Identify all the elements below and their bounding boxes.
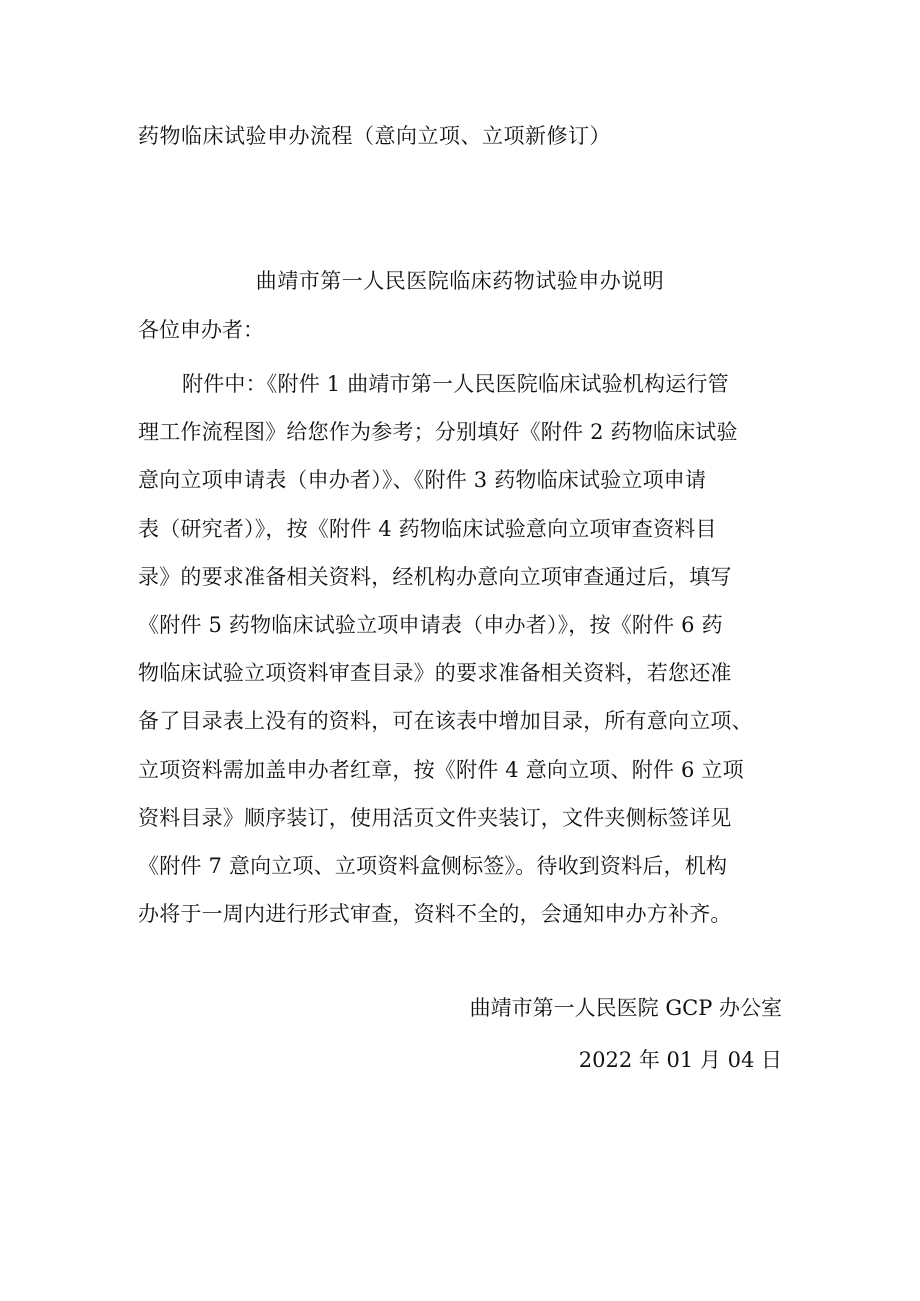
body-line: 附件中：《附件 1 曲靖市第一人民医院临床试验机构运行管 bbox=[182, 372, 729, 396]
document-title: 药物临床试验申办流程（意向立项、立项新修订） bbox=[138, 124, 611, 148]
body-line: 立项资料需加盖申办者红章，按《附件 4 意向立项、附件 6 立项 bbox=[138, 757, 744, 782]
body-line: 《附件 5 药物临床试验立项申请表（申办者）》，按《附件 6 药 bbox=[138, 613, 723, 638]
signature-office: 曲靖市第一人民医院 GCP 办公室 bbox=[469, 996, 782, 1020]
body-paragraph bbox=[138, 360, 782, 938]
body-line: 《附件 7 意向立项、立项资料盒侧标签》。待收到资料后，机构 bbox=[138, 854, 728, 879]
notice-heading: 曲靖市第一人民医院临床药物试验申办说明 bbox=[255, 269, 665, 293]
body-line: 意向立项申请表（申办者）》、《附件 3 药物临床试验立项申请 bbox=[138, 468, 707, 493]
body-line: 资料目录》顺序装订，使用活页文件夹装订，文件夹侧标签详见 bbox=[138, 805, 732, 830]
body-line: 理工作流程图》给您作为参考；分别填好《附件 2 药物临床试验 bbox=[138, 420, 738, 445]
signature-date: 2022 年 01 月 04 日 bbox=[578, 1048, 782, 1072]
body-line: 物临床试验立项资料审查目录》的要求准备相关资料，若您还准 bbox=[138, 661, 732, 686]
body-line: 备了目录表上没有的资料，可在该表中增加目录，所有意向立项、 bbox=[138, 709, 753, 734]
body-line: 录》的要求准备相关资料，经机构办意向立项审查通过后，填写 bbox=[138, 564, 732, 589]
body-line: 表（研究者）》，按《附件 4 药物临床试验意向立项审查资料目 bbox=[138, 516, 717, 541]
body-line: 办将于一周内进行形式审查，资料不全的，会通知申办方补齐。 bbox=[138, 902, 732, 927]
salutation: 各位申办者： bbox=[138, 318, 264, 342]
